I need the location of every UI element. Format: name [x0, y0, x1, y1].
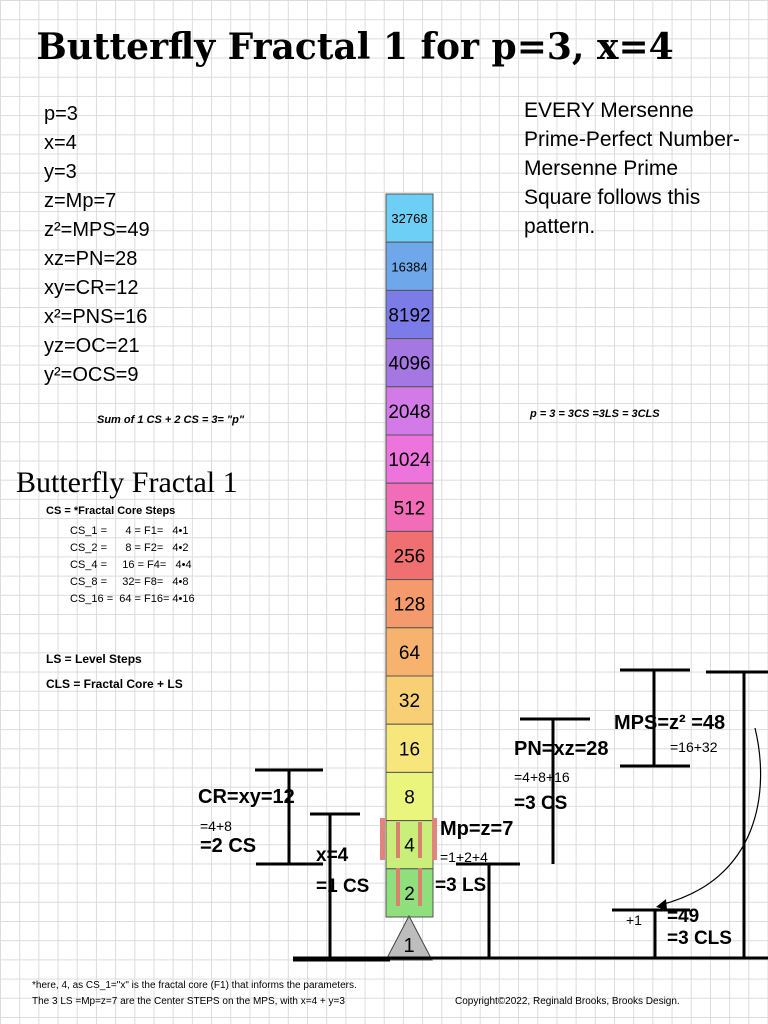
cs-row: CS_16 = 64 = F16= 4•16	[70, 593, 195, 605]
tower-block-label: 4	[404, 835, 415, 857]
pattern-note: EVERY Mersenne Prime-Perfect Number-Mersenne Prime Square follows this pattern.	[524, 99, 740, 238]
tower-block-label: 1024	[388, 450, 431, 472]
parameter-item: y=3	[44, 161, 77, 183]
page-title: Butterfly Fractal 1 for p=3, x=4	[36, 26, 674, 68]
mps-sum: =16+32	[670, 739, 718, 755]
subtitle: Butterfly Fractal 1	[16, 466, 238, 499]
tower-block-label: 256	[393, 546, 426, 568]
footnote-1: *here, 4, as CS_1="x" is the fractal core (F1) that informs the parameters.	[32, 980, 357, 991]
parameter-item: y²=OCS=9	[44, 364, 139, 386]
tower-block-label: 16384	[391, 259, 428, 275]
tower-block-label: 128	[393, 594, 426, 616]
pn-cs: =3 CS	[514, 793, 568, 814]
pn-label: PN=xz=28	[514, 738, 609, 760]
cs-row: CS_2 = 8 = F2= 4•2	[70, 542, 189, 554]
tower-block-label: 32768	[391, 211, 428, 227]
parameter-item: x=4	[44, 132, 77, 154]
tower-block-label: 16	[398, 739, 421, 761]
copyright: Copyright©2022, Reginald Brooks, Brooks Design.	[455, 996, 680, 1007]
tower-block-label: 2048	[388, 401, 431, 423]
cls-definition: CLS = Fractal Core + LS	[46, 677, 183, 691]
parameter-item: xz=PN=28	[44, 248, 138, 270]
parameter-item: z²=MPS=49	[44, 219, 150, 241]
cs-row: CS_8 = 32= F8= 4•8	[70, 576, 189, 588]
p-note: p = 3 = 3CS =3LS = 3CLS	[530, 408, 660, 420]
plus-one: +1	[626, 912, 642, 928]
mps-label: MPS=z² =48	[614, 712, 726, 734]
ls-label: =3 LS	[435, 875, 487, 896]
mp-label: Mp=z=7	[440, 818, 514, 840]
cs-row: CS_4 = 16 = F4= 4•4	[70, 559, 192, 571]
footnote-2: The 3 LS =Mp=z=7 are the Center STEPS on the MPS, with x=4 + y=3	[32, 996, 345, 1007]
marker-bar	[418, 822, 422, 858]
x-cs: =1 CS	[316, 876, 370, 897]
ls-definition: LS = Level Steps	[46, 652, 142, 666]
marker-bar	[396, 868, 400, 906]
parameter-item: yz=OC=21	[44, 335, 140, 357]
marker-bar	[418, 868, 422, 906]
marker-bar	[380, 818, 385, 860]
cr-label: CR=xy=12	[198, 786, 295, 808]
sum-note: Sum of 1 CS + 2 CS = 3= "p"	[97, 414, 245, 426]
cr-cs: =2 CS	[200, 835, 257, 857]
parameter-item: xy=CR=12	[44, 277, 139, 299]
tower-block-label: 512	[393, 498, 426, 520]
parameter-item: x²=PNS=16	[44, 306, 148, 328]
parameter-item: z=Mp=7	[44, 190, 117, 212]
tower-block-label: 4096	[388, 353, 431, 375]
cr-sum: =4+8	[200, 818, 232, 834]
tower-block-label: 64	[398, 642, 421, 664]
cls-label: =3 CLS	[667, 928, 732, 949]
tower-block-label: 2	[404, 883, 415, 905]
tower-block-label: 8	[404, 787, 415, 809]
x-label: x=4	[316, 845, 349, 866]
parameter-item: p=3	[44, 103, 78, 125]
marker-bar	[432, 818, 437, 860]
apex-label: 1	[403, 935, 415, 957]
pn-sum: =4+8+16	[514, 769, 570, 785]
cs-heading: CS = *Fractal Core Steps	[46, 505, 176, 517]
mp-sum: =1+2+4	[440, 849, 488, 865]
tower-block-label: 32	[398, 691, 421, 713]
eq-49: =49	[667, 906, 700, 927]
marker-bar	[396, 822, 400, 858]
cs-row: CS_1 = 4 = F1= 4•1	[70, 525, 189, 537]
tower-block-label: 8192	[388, 305, 431, 327]
